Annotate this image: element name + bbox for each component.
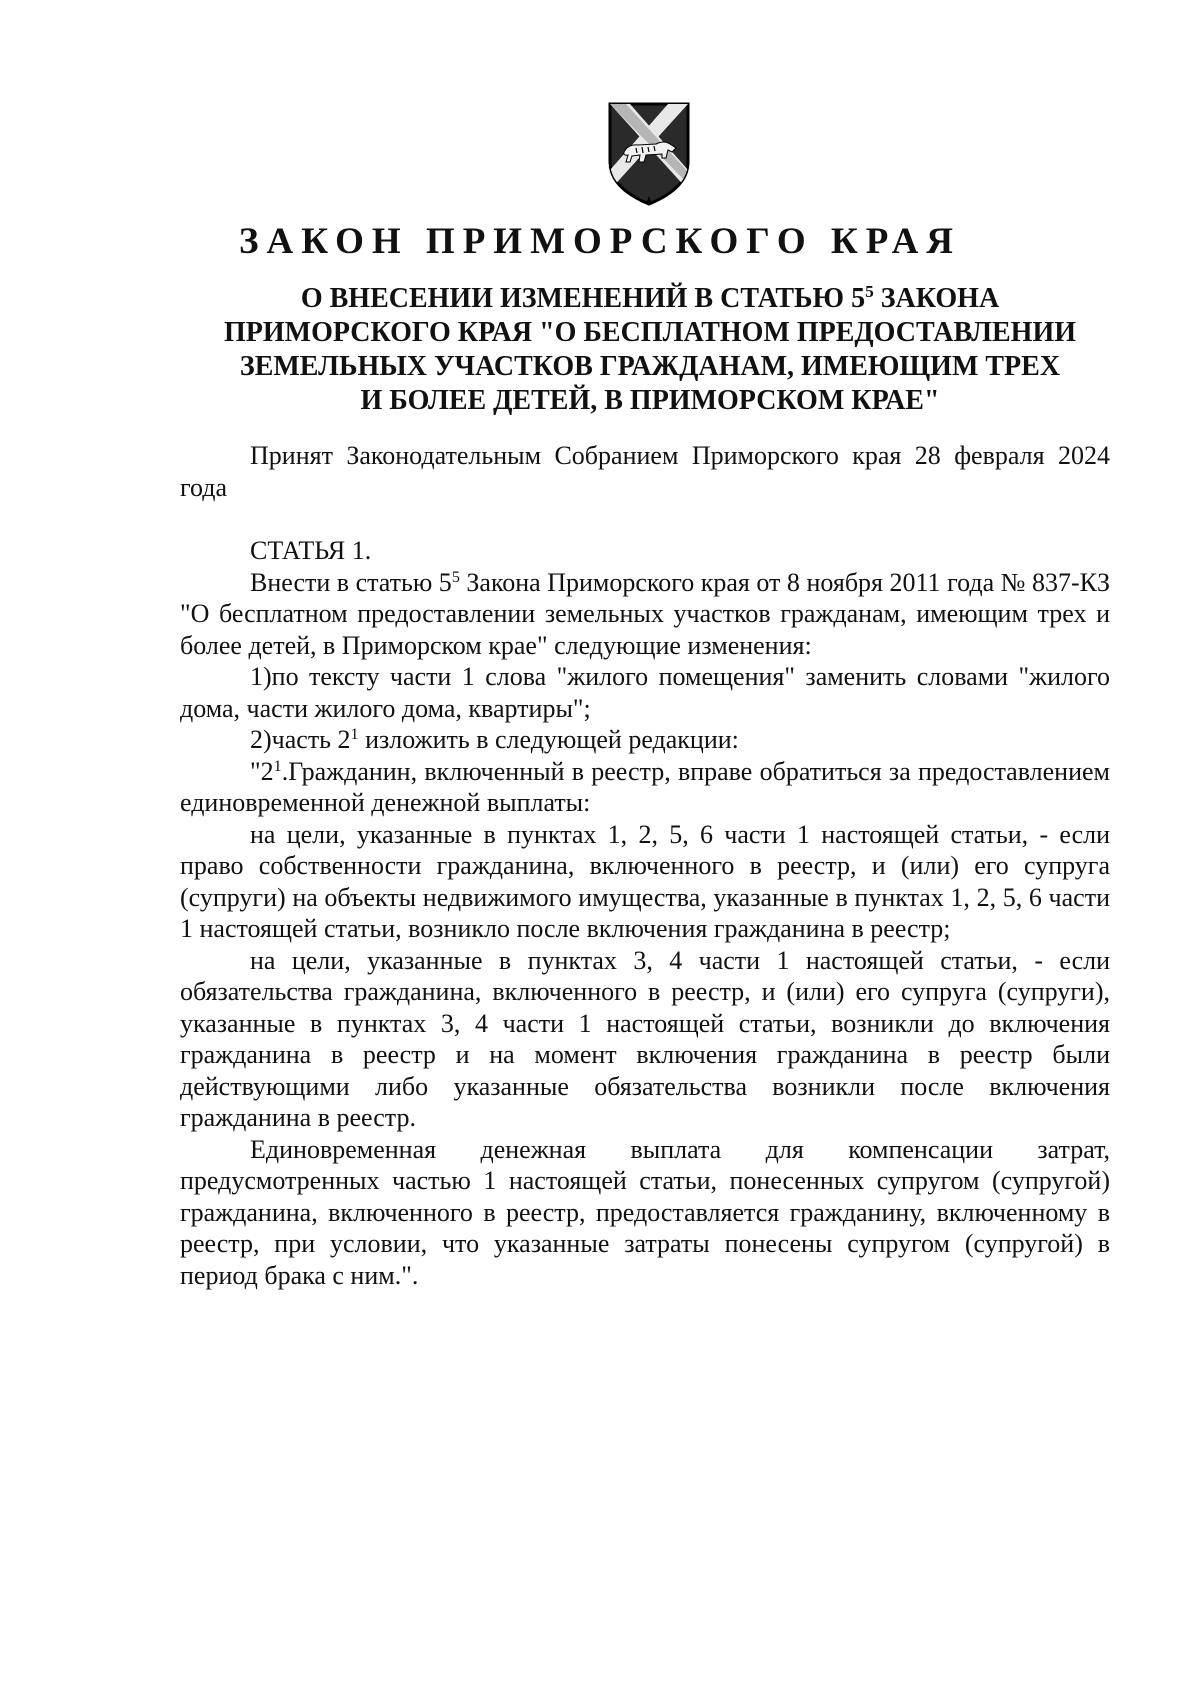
paragraph-goals-1-2-5-6: на цели, указанные в пунктах 1, 2, 5, 6 части 1 настоящей статьи, - если право собственности гражданина, включенного в реестр, и (или) его супруга (супруги) на объекты недвижимого имущества, указанные в пунктах 1, 2, 5, 6 части 1 настоящей статьи, возникло после включения гражданина в реестр; xyxy=(180,819,1110,943)
subtitle-line-4: И БОЛЕЕ ДЕТЕЙ, В ПРИМОРСКОМ КРАЕ" xyxy=(360,385,940,416)
paragraph-goals-3-4: на цели, указанные в пунктах 3, 4 части 1 настоящей статьи, - если обязательства гражданина, включенного в реестр, и (или) его супруга (супруги), указанные в пунктах 3, 4 части 1 настоящей статьи, возникли до включения гражданина в реестр и на момент включения гражданина в реестр были действующими либо указанные обязательства возникли после включения гражданина в реестр. xyxy=(180,945,1110,1132)
article-heading: СТАТЬЯ 1. xyxy=(250,536,372,565)
coat-of-arms-icon xyxy=(606,100,692,208)
law-subtitle xyxy=(170,282,1130,418)
subtitle-line-3: ЗЕМЕЛЬНЫХ УЧАСТКОВ ГРАЖДАНАМ, ИМЕЮЩИМ ТРЕХ xyxy=(239,351,1061,382)
quoted-part-intro: "$2^1.Гражданин$, включенный в реестр, вправе обратиться за предоставлением единовременной денежной выплаты: xyxy=(180,756,1110,817)
adoption-note: Принят Законодательным Собранием Приморского края 28 февраля 2024 года xyxy=(180,441,1110,502)
subtitle-line-1: О ВНЕСЕНИИ ИЗМЕНЕНИЙ В СТАТЬЮ $5^5$ ЗАКОНА xyxy=(300,282,1000,314)
paragraph-spouse-compensation: Единовременная денежная выплата для компенсации затрат, предусмотренных частью 1 настоящей статьи, понесенных супругом (супругой) гражданина, включенного в реестр, предоставляется гражданину, включенному в реестр, при условии, что указанные затраты понесены супругом (супругой) в период брака с ним.". xyxy=(180,1134,1110,1290)
article-intro: Внести в статью $5^5$ Закона Приморского края от 8 ноября 2011 года № 837-КЗ "О бесплатном предоставлении земельных участков гражданам, имеющим трех и более детей, в Приморском крае" следующие изменения: xyxy=(180,567,1110,660)
amendment-item-1: 1)по тексту части 1 слова "жилого помещения" заменить словами "жилого дома, части жилого дома, квартиры"; xyxy=(180,662,1110,723)
subtitle-line-2: ПРИМОРСКОГО КРАЯ "О БЕСПЛАТНОМ ПРЕДОСТАВЛЕНИИ xyxy=(223,317,1077,348)
document-body xyxy=(180,440,1110,1291)
law-title: ЗАКОН ПРИМОРСКОГО КРАЯ xyxy=(238,221,962,262)
amendment-item-2: 2)часть $2^1$ изложить в следующей редакции: xyxy=(250,725,739,754)
